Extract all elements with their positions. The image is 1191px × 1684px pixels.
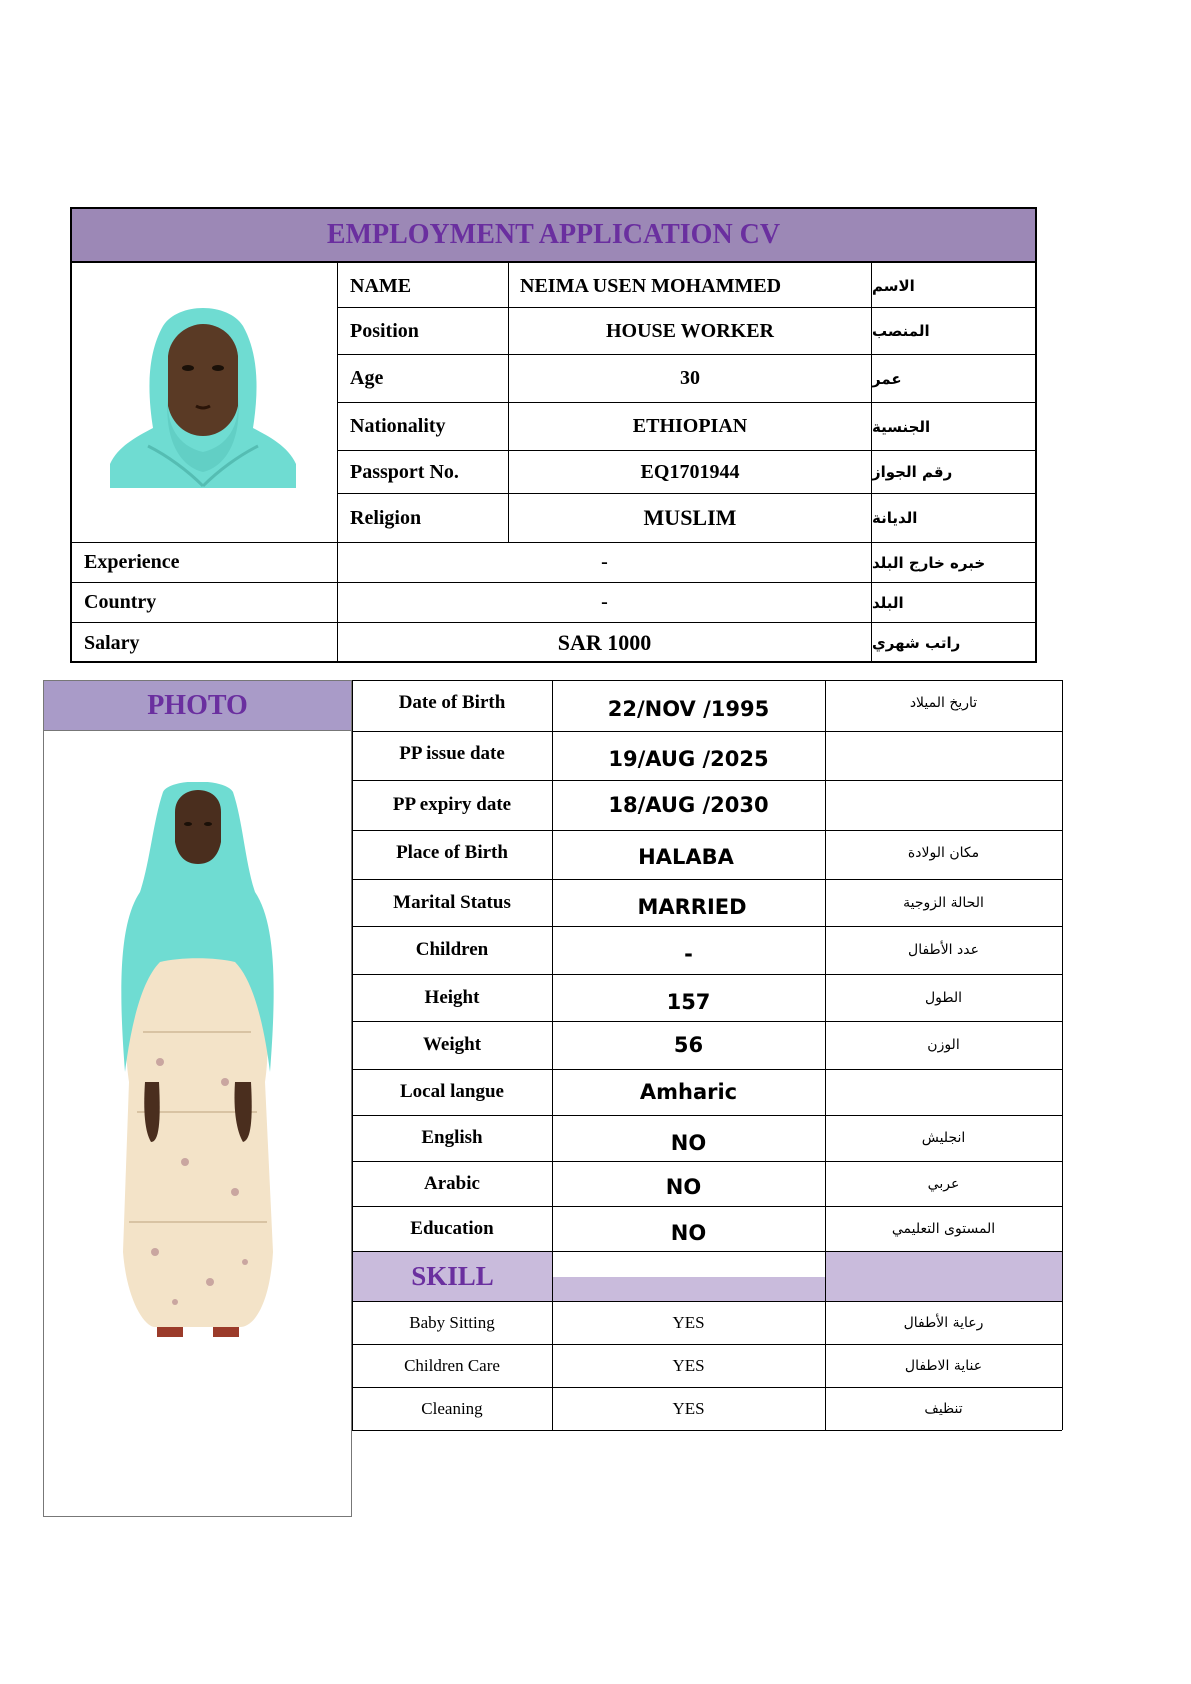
children-label: Children <box>415 939 489 960</box>
dob-value: 22/NOV /1995 <box>607 696 770 721</box>
skill-children-care-ar: عناية الاطفال <box>904 1357 983 1374</box>
table-divider <box>352 1430 1062 1431</box>
height-label: Height <box>424 986 480 1008</box>
skill-children-care-value: YES <box>672 1355 705 1375</box>
dob-label: Date of Birth <box>398 691 506 713</box>
place-of-birth-label: Place of Birth <box>396 841 508 863</box>
height-value: 157 <box>666 989 711 1014</box>
photo-heading: PHOTO <box>147 689 248 721</box>
marital-status-value: MARRIED <box>637 894 747 919</box>
local-language-value: Amharic <box>639 1080 738 1104</box>
salary-label-ar: راتب شهري <box>872 634 961 652</box>
english-value: NO <box>670 1131 707 1155</box>
local-language-label-ar <box>825 1069 1062 1115</box>
education-value: NO <box>670 1220 707 1245</box>
nationality-label-ar: الجنسية <box>872 417 931 436</box>
passport-label-ar: رقم الجواز <box>872 463 953 481</box>
portrait-photo <box>108 296 298 488</box>
weight-label: Weight <box>422 1034 482 1055</box>
religion-label-ar: الديانة <box>872 509 918 527</box>
position-value: HOUSE WORKER <box>606 319 774 342</box>
pp-issue-value: 19/AUG /2025 <box>608 746 769 771</box>
pp-issue-label-ar <box>825 731 1062 776</box>
experience-label-ar: خبره خارج البلد <box>872 553 986 572</box>
cv-title-bar <box>70 207 1037 263</box>
skill-heading: SKILL <box>411 1261 494 1291</box>
height-label-ar: الطول <box>924 989 963 1006</box>
skill-cleaning-value: YES <box>672 1398 705 1418</box>
pp-expiry-value: 18/AUG /2030 <box>608 793 769 817</box>
position-label: Position <box>350 319 419 342</box>
name-label-ar: الاسم <box>872 277 915 295</box>
position-label-ar: المنصب <box>872 322 930 340</box>
skill-heading-cell <box>353 1252 552 1301</box>
arabic-label-ar: عربي <box>927 1175 960 1192</box>
local-language-label: Local langue <box>400 1081 504 1102</box>
skill-children-care-label: Children Care <box>404 1355 500 1375</box>
skill-header-fill <box>826 1252 1062 1301</box>
children-label-ar: عدد الأطفال <box>908 942 979 958</box>
full-body-photo <box>115 782 280 1347</box>
dob-label-ar: تاريخ الميلاد <box>909 694 978 711</box>
country-label-ar: البلد <box>872 593 904 612</box>
skill-baby-sitting-label: Baby Sitting <box>409 1312 495 1332</box>
cv-title: EMPLOYMENT APPLICATION CV <box>326 219 781 250</box>
arabic-value: NO <box>665 1174 702 1199</box>
skill-cleaning-ar: تنظيف <box>924 1400 963 1417</box>
country-label: Country <box>84 591 157 613</box>
table-divider <box>1062 680 1063 1430</box>
religion-label: Religion <box>350 506 422 529</box>
experience-value: - <box>601 551 608 573</box>
nationality-value: ETHIOPIAN <box>632 415 748 437</box>
pp-expiry-label-ar <box>825 780 1062 830</box>
skill-cleaning-label: Cleaning <box>421 1398 483 1418</box>
weight-label-ar: الوزن <box>927 1037 960 1053</box>
salary-label: Salary <box>84 631 140 654</box>
education-label: Education <box>410 1217 494 1239</box>
skill-header-fill <box>553 1277 825 1301</box>
english-label: English <box>421 1127 483 1148</box>
marital-status-label-ar: الحالة الزوجية <box>903 894 984 911</box>
name-value: NEIMA USEN MOHAMMED <box>520 274 782 297</box>
experience-label: Experience <box>84 551 180 573</box>
place-of-birth-value: HALABA <box>638 844 734 869</box>
children-value: - <box>684 942 693 966</box>
salary-value: SAR 1000 <box>557 630 652 655</box>
pp-issue-label: PP issue date <box>399 742 505 764</box>
religion-value: MUSLIM <box>643 505 737 530</box>
photo-heading-bar <box>43 680 352 731</box>
education-label-ar: المستوى التعليمي <box>891 1220 996 1237</box>
english-label-ar: انجليش <box>921 1130 966 1146</box>
arabic-label: Arabic <box>424 1172 480 1194</box>
age-label: Age <box>350 367 384 389</box>
skill-baby-sitting-value: YES <box>672 1312 705 1332</box>
nationality-label: Nationality <box>350 415 446 437</box>
passport-label: Passport No. <box>350 460 459 483</box>
pp-expiry-label: PP expiry date <box>392 794 512 815</box>
place-of-birth-label-ar: مكان الولادة <box>907 844 980 861</box>
passport-value: EQ1701944 <box>640 460 740 483</box>
age-value: 30 <box>680 367 700 389</box>
skill-baby-sitting-ar: رعاية الأطفال <box>903 1314 984 1331</box>
age-label-ar: عمر <box>872 369 902 388</box>
name-label: NAME <box>350 274 412 297</box>
weight-value: 56 <box>673 1033 704 1057</box>
country-value: - <box>601 591 608 613</box>
marital-status-label: Marital Status <box>393 891 511 913</box>
